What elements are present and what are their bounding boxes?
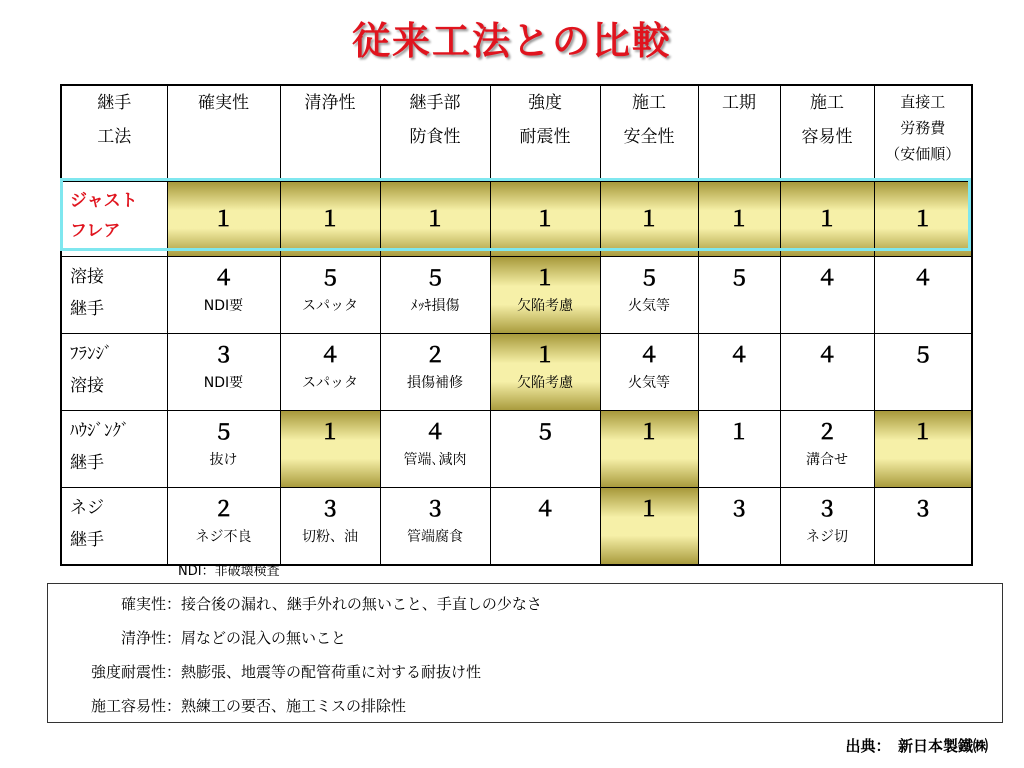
rating-value: ３ — [816, 497, 838, 521]
rating-cell — [490, 257, 600, 334]
rating-cell — [874, 182, 972, 257]
definition-term: 確実性 — [120, 595, 166, 613]
rating-value: ４ — [816, 343, 838, 367]
rating-value: ４ — [319, 343, 341, 367]
rating-value: ４ — [728, 343, 750, 367]
rating-cell — [600, 411, 698, 488]
definition-line — [48, 620, 346, 656]
rating-value: ３ — [728, 497, 750, 521]
row-label-line: ジャスト — [70, 191, 138, 211]
definition-text: 熟練工の要否、施工ミスの排除性 — [181, 697, 407, 715]
rating-value: １ — [728, 420, 750, 444]
rating-value: １ — [912, 207, 934, 231]
row-label — [61, 488, 167, 566]
rating-value: ４ — [534, 497, 556, 521]
header-label: 安全性 — [623, 127, 675, 147]
rating-cell — [490, 488, 600, 566]
header-cell — [380, 85, 490, 182]
row-label — [61, 257, 167, 334]
rating-cell — [280, 411, 380, 488]
rating-cell — [874, 257, 972, 334]
rating-cell — [380, 411, 490, 488]
rating-cell — [780, 257, 874, 334]
rating-value: １ — [319, 420, 341, 444]
row-label-line: 継手 — [70, 453, 104, 473]
rating-cell — [380, 182, 490, 257]
rating-note: スパッタ — [302, 298, 358, 314]
source-credit: 出典： 新日本製鐵㈱ — [845, 737, 988, 755]
rating-note: 管端腐食 — [407, 529, 463, 545]
rating-cell — [280, 334, 380, 411]
rating-note: 火気等 — [628, 375, 670, 391]
rating-note: NDI要 — [203, 298, 244, 314]
row-label-line: フレア — [70, 221, 121, 241]
rating-note: ネジ切 — [806, 529, 848, 545]
rating-note: ﾒｯｷ損傷 — [410, 298, 460, 314]
rating-value: ２ — [816, 420, 838, 444]
table-row — [61, 488, 972, 566]
rating-value: ３ — [912, 497, 934, 521]
rating-value: ５ — [424, 266, 446, 290]
header-cell — [280, 85, 380, 182]
rating-cell — [280, 182, 380, 257]
rating-note: 切粉、油 — [302, 529, 358, 545]
rating-cell — [167, 257, 280, 334]
definition-text: 屑などの混入の無いこと — [181, 629, 347, 647]
header-label: 労務費 — [900, 119, 946, 137]
row-label-line: ネジ — [70, 498, 104, 518]
header-label: 防食性 — [409, 127, 461, 147]
header-cell — [780, 85, 874, 182]
rating-value: １ — [912, 420, 934, 444]
definitions-box — [47, 583, 1003, 723]
table-row-best — [61, 182, 972, 257]
rating-value: １ — [728, 207, 750, 231]
rating-cell — [874, 488, 972, 566]
header-cell — [698, 85, 780, 182]
rating-cell — [380, 257, 490, 334]
header-label: 清浄性 — [304, 93, 356, 113]
header-label: 継手部 — [409, 93, 461, 113]
definition-separator: ： — [166, 697, 182, 715]
rating-cell — [698, 257, 780, 334]
rating-note: 抜け — [209, 452, 238, 468]
rating-value: １ — [638, 420, 660, 444]
rating-value: ３ — [213, 343, 234, 367]
header-label: （安価順） — [885, 145, 961, 163]
rating-value: １ — [534, 266, 556, 290]
rating-note: NDI要 — [203, 375, 244, 391]
rating-cell — [698, 334, 780, 411]
rating-cell — [780, 488, 874, 566]
row-label-line: ﾌﾗﾝｼﾞ — [70, 344, 113, 364]
rating-value: １ — [534, 207, 556, 231]
definition-separator: ： — [166, 663, 182, 681]
header-label: 継手 — [97, 93, 132, 113]
row-label-line: 溶接 — [70, 376, 104, 396]
rating-value: ２ — [213, 497, 234, 521]
rating-cell — [167, 411, 280, 488]
header-label: 工期 — [722, 93, 756, 113]
rating-cell — [874, 334, 972, 411]
rating-note: ネジ不良 — [195, 529, 252, 545]
rating-note: スパッタ — [302, 375, 358, 391]
rating-cell — [600, 182, 698, 257]
rating-cell — [698, 488, 780, 566]
rating-value: １ — [638, 207, 660, 231]
rating-cell — [490, 411, 600, 488]
header-cell — [600, 85, 698, 182]
rating-cell — [780, 182, 874, 257]
rating-value: １ — [534, 343, 556, 367]
rating-value: ５ — [534, 420, 556, 444]
rating-value: ３ — [319, 497, 341, 521]
rating-value: ５ — [728, 266, 750, 290]
rating-value: ５ — [213, 420, 234, 444]
definition-line — [48, 586, 542, 622]
rating-note: 火気等 — [628, 298, 670, 314]
rating-cell — [380, 488, 490, 566]
row-label — [61, 182, 167, 257]
definition-term: 清浄性 — [120, 629, 166, 647]
rating-note: 損傷補修 — [407, 375, 463, 391]
header-label: 強度 — [528, 93, 562, 113]
row-label — [61, 411, 167, 488]
rating-value: ４ — [213, 266, 234, 290]
header-label: 工法 — [97, 127, 132, 147]
rating-cell — [698, 411, 780, 488]
rating-note: 欠陥考慮 — [517, 298, 573, 314]
ndi-footnote: NDI：非破壊検査 — [178, 564, 280, 579]
comparison-table — [60, 84, 973, 566]
definition-text: 熱膨張、地震等の配管荷重に対する耐抜け性 — [181, 663, 482, 681]
definition-line — [48, 654, 481, 690]
row-label-line: 継手 — [70, 299, 104, 319]
rating-cell — [167, 334, 280, 411]
rating-value: １ — [319, 207, 341, 231]
rating-value: ５ — [912, 343, 934, 367]
rating-cell — [600, 488, 698, 566]
header-cell — [167, 85, 280, 182]
rating-value: ５ — [638, 266, 660, 290]
rating-value: １ — [816, 207, 838, 231]
header-label: 施工 — [810, 93, 844, 113]
rating-cell — [380, 334, 490, 411]
rating-cell — [600, 257, 698, 334]
rating-value: ３ — [424, 497, 446, 521]
header-cell — [874, 85, 972, 182]
row-label-line: ﾊｳｼﾞﾝｸﾞ — [70, 421, 130, 441]
definition-separator: ： — [166, 629, 182, 647]
row-label-line: 継手 — [70, 530, 104, 550]
rating-cell — [874, 411, 972, 488]
definition-term: 強度耐震性 — [90, 663, 166, 681]
rating-cell — [167, 488, 280, 566]
rating-note: 欠陥考慮 — [517, 375, 573, 391]
definition-term: 施工容易性 — [90, 697, 166, 715]
table-row — [61, 257, 972, 334]
header-label: 容易性 — [801, 127, 853, 147]
definition-separator: ： — [166, 595, 182, 613]
page-title: 従来工法との比較 — [351, 19, 672, 63]
row-label — [61, 334, 167, 411]
row-label-line: 溶接 — [70, 267, 104, 287]
rating-value: ４ — [912, 266, 934, 290]
rating-value: １ — [424, 207, 446, 231]
header-cell — [61, 85, 167, 182]
rating-note: 管端､減肉 — [403, 452, 467, 468]
rating-cell — [490, 334, 600, 411]
header-label: 耐震性 — [519, 127, 571, 147]
definition-line — [48, 688, 406, 724]
rating-cell — [780, 411, 874, 488]
rating-cell — [490, 182, 600, 257]
header-label: 直接工 — [900, 93, 946, 111]
table-row — [61, 411, 972, 488]
rating-value: １ — [213, 207, 234, 231]
rating-cell — [167, 182, 280, 257]
rating-cell — [780, 334, 874, 411]
rating-value: ２ — [424, 343, 446, 367]
rating-note: 溝合せ — [806, 452, 848, 468]
header-label: 確実性 — [198, 93, 249, 113]
header-row — [61, 85, 972, 182]
rating-value: ４ — [424, 420, 446, 444]
rating-value: ４ — [816, 266, 838, 290]
rating-value: ４ — [638, 343, 660, 367]
rating-value: １ — [638, 497, 660, 521]
definition-text: 接合後の漏れ、継手外れの無いこと、手直しの少なさ — [181, 595, 542, 613]
rating-value: ５ — [319, 266, 341, 290]
rating-cell — [698, 182, 780, 257]
rating-cell — [280, 257, 380, 334]
table-row — [61, 334, 972, 411]
header-cell — [490, 85, 600, 182]
rating-cell — [600, 334, 698, 411]
header-label: 施工 — [632, 93, 666, 113]
rating-cell — [280, 488, 380, 566]
